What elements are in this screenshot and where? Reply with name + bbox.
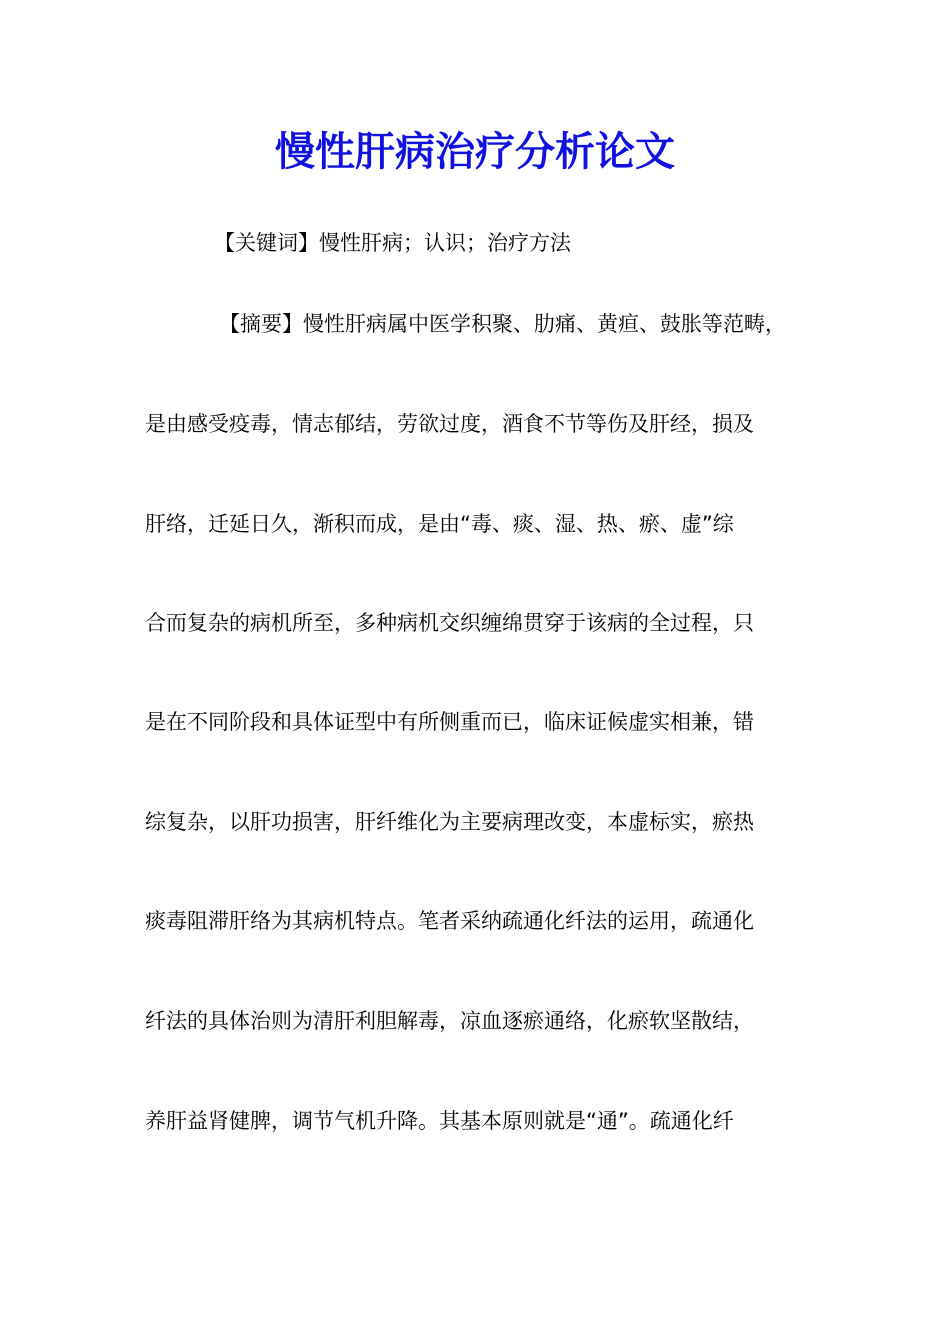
abstract-line: 是由感受疫毒，情志郁结，劳欲过度，酒食不节等伤及肝经，损及	[145, 412, 754, 436]
keywords-line: 【关键词】慢性肝病；认识；治疗方法	[214, 231, 571, 255]
abstract-line: 养肝益肾健脾，调节气机升降。其基本原则就是“通”。疏通化纤	[145, 1109, 734, 1133]
abstract-line: 痰毒阻滞肝络为其病机特点。笔者采纳疏通化纤法的运用，疏通化	[145, 909, 754, 933]
abstract-line: 是在不同阶段和具体证型中有所侧重而已，临床证候虚实相兼，错	[145, 710, 754, 734]
abstract-line: 纤法的具体治则为清肝利胆解毒，凉血逐瘀通络，化瘀软坚散结，	[145, 1009, 754, 1033]
abstract-line: 合而复杂的病机所至，多种病机交织缠绵贯穿于该病的全过程，只	[145, 611, 754, 635]
abstract-line: 【摘要】慢性肝病属中医学积聚、肋痛、黄疸、鼓胀等范畴，	[219, 312, 786, 336]
abstract-line: 肝络，迁延日久，渐积而成，是由“毒、痰、湿、热、瘀、虚”综	[145, 512, 734, 536]
abstract-line: 综复杂，以肝功损害，肝纤维化为主要病理改变，本虚标实，瘀热	[145, 810, 754, 834]
document-title: 慢性肝病治疗分析论文	[275, 128, 675, 175]
